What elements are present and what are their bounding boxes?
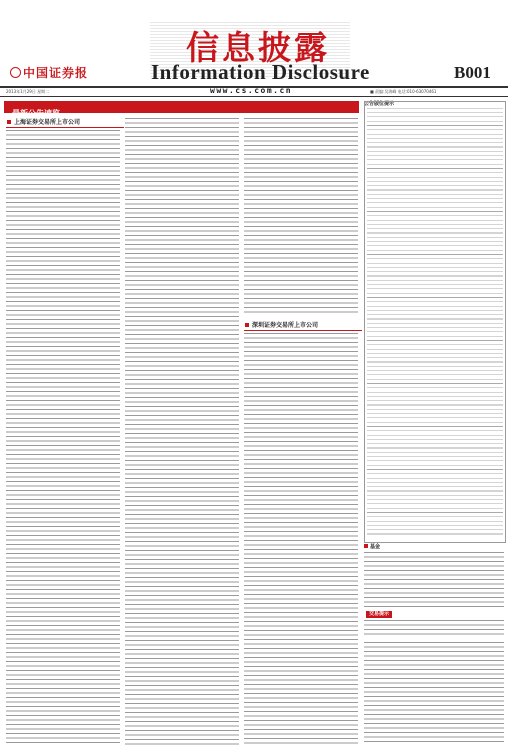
fund-columns: [364, 642, 504, 745]
body-column-2: [125, 118, 239, 745]
subhead-shenzhen: 深圳证券交易所上市公司: [244, 321, 362, 331]
fund-label: 基金: [364, 543, 380, 550]
trade-text: [364, 620, 504, 638]
table-texture: [367, 108, 503, 538]
body-column-3: [244, 118, 358, 316]
page-title-en: Information Disclosure: [151, 60, 370, 84]
ad-index-table: [364, 101, 506, 543]
site-url: www.cs.com.cn: [210, 86, 293, 95]
page-header: [0, 0, 508, 100]
page-title-cn: 信息披露: [186, 28, 330, 67]
right-box-title: 公告版位提示: [364, 101, 395, 107]
newspaper-logo: 中国证券报: [10, 64, 88, 81]
logo-icon: [10, 67, 21, 78]
section-bar: [4, 101, 359, 118]
section-title: 最新公告速览: [12, 109, 60, 118]
body-column-3b: [244, 333, 358, 745]
editor-info: ■ 责编:吴海峰 电话:010-63070461: [370, 89, 437, 94]
trade-tag: 交易提示: [366, 611, 392, 618]
header-rule-2: [0, 96, 508, 97]
fund-text: [364, 552, 504, 607]
issue-date: 2013年1月29日 星期二: [6, 89, 50, 94]
subhead-shanghai: 上海证券交易所上市公司: [6, 118, 124, 128]
body-column-1: [6, 130, 120, 745]
page-number: B001: [454, 63, 491, 82]
